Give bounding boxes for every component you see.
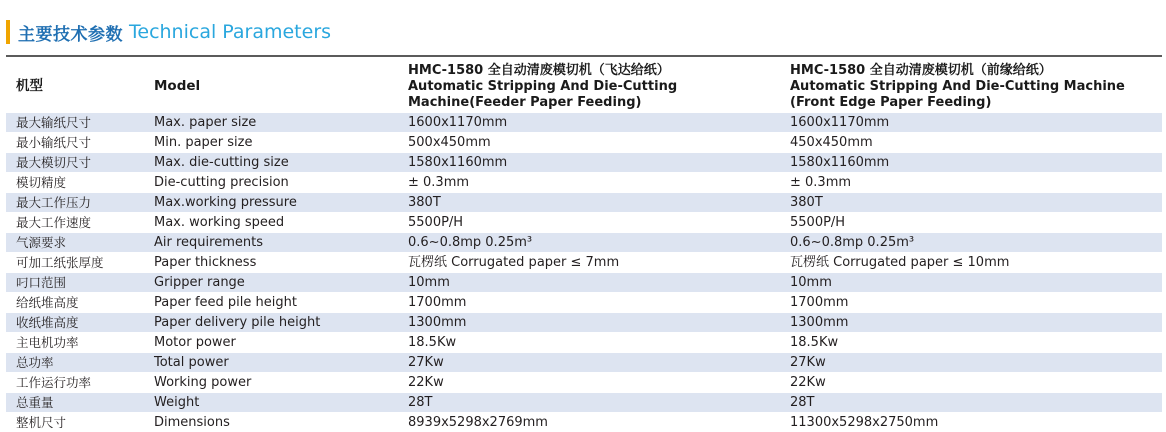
param-name-en: Max. working speed — [144, 213, 398, 233]
param-name-cn: 可加工纸张厚度 — [6, 253, 144, 273]
header-feeder-line-3: Machine(Feeder Paper Feeding) — [408, 95, 780, 111]
param-name-en: Motor power — [144, 333, 398, 353]
value-feeder: 10mm — [398, 273, 780, 293]
value-front-edge: 1700mm — [780, 293, 1162, 313]
param-name-cn: 主电机功率 — [6, 333, 144, 353]
value-feeder: 380T — [398, 193, 780, 213]
param-name-cn: 整机尺寸 — [6, 413, 144, 432]
header-front-edge-line-1: HMC-1580 全自动清废模切机（前缘给纸） — [790, 63, 1162, 79]
header-feeder-line-1: HMC-1580 全自动清废模切机（飞达给纸） — [408, 63, 780, 79]
table-row — [6, 133, 1162, 153]
param-name-en: Gripper range — [144, 273, 398, 293]
header-model: Model — [144, 61, 398, 113]
value-feeder: 0.6~0.8mp 0.25m³ — [398, 233, 780, 253]
header-front-edge-machine — [780, 61, 1162, 113]
param-name-cn: 最大模切尺寸 — [6, 153, 144, 173]
value-front-edge: 1600x1170mm — [780, 113, 1162, 133]
table-row — [6, 253, 1162, 273]
table-body — [6, 113, 1162, 432]
value-feeder: 22Kw — [398, 373, 780, 393]
param-name-en: Min. paper size — [144, 133, 398, 153]
param-name-en: Max. paper size — [144, 113, 398, 133]
param-name-en: Working power — [144, 373, 398, 393]
table-row — [6, 113, 1162, 133]
title-accent-bar — [6, 20, 10, 44]
table-row — [6, 233, 1162, 253]
table-header-row — [6, 61, 1162, 113]
param-name-cn: 最大输纸尺寸 — [6, 113, 144, 133]
table-row — [6, 353, 1162, 373]
value-feeder: 1700mm — [398, 293, 780, 313]
value-front-edge: ± 0.3mm — [780, 173, 1162, 193]
param-name-cn: 最大工作压力 — [6, 193, 144, 213]
param-name-cn: 最大工作速度 — [6, 213, 144, 233]
param-name-en: Die-cutting precision — [144, 173, 398, 193]
param-name-en: Paper delivery pile height — [144, 313, 398, 333]
value-front-edge: 27Kw — [780, 353, 1162, 373]
table-row — [6, 293, 1162, 313]
header-feeder-machine — [398, 61, 780, 113]
value-feeder: 1580x1160mm — [398, 153, 780, 173]
technical-parameters-table — [6, 61, 1162, 432]
param-name-cn: 气源要求 — [6, 233, 144, 253]
param-name-cn: 工作运行功率 — [6, 373, 144, 393]
table-row — [6, 333, 1162, 353]
value-front-edge: 18.5Kw — [780, 333, 1162, 353]
value-front-edge: 22Kw — [780, 373, 1162, 393]
header-machine-type: 机型 — [6, 61, 144, 113]
param-name-cn: 模切精度 — [6, 173, 144, 193]
value-front-edge: 0.6~0.8mp 0.25m³ — [780, 233, 1162, 253]
param-name-en: Air requirements — [144, 233, 398, 253]
table-row — [6, 193, 1162, 213]
value-feeder: ± 0.3mm — [398, 173, 780, 193]
value-feeder: 1600x1170mm — [398, 113, 780, 133]
table-row — [6, 313, 1162, 333]
param-name-cn: 总重量 — [6, 393, 144, 413]
param-name-en: Dimensions — [144, 413, 398, 432]
value-feeder: 27Kw — [398, 353, 780, 373]
section-title — [6, 20, 331, 44]
table-row — [6, 393, 1162, 413]
value-feeder: 500x450mm — [398, 133, 780, 153]
header-feeder-line-2: Automatic Stripping And Die-Cutting — [408, 79, 780, 95]
value-front-edge: 1580x1160mm — [780, 153, 1162, 173]
value-feeder: 瓦楞纸 Corrugated paper ≤ 7mm — [398, 253, 780, 273]
param-name-en: Total power — [144, 353, 398, 373]
param-name-en: Paper thickness — [144, 253, 398, 273]
param-name-en: Max. die-cutting size — [144, 153, 398, 173]
param-name-en: Paper feed pile height — [144, 293, 398, 313]
value-front-edge: 380T — [780, 193, 1162, 213]
param-name-cn: 给纸堆高度 — [6, 293, 144, 313]
header-front-edge-line-2: Automatic Stripping And Die-Cutting Machine — [790, 79, 1162, 95]
param-name-cn: 收纸堆高度 — [6, 313, 144, 333]
param-name-cn: 总功率 — [6, 353, 144, 373]
table-row — [6, 413, 1162, 432]
title-english: Technical Parameters — [129, 21, 331, 43]
table-row — [6, 173, 1162, 193]
value-front-edge: 10mm — [780, 273, 1162, 293]
value-front-edge: 450x450mm — [780, 133, 1162, 153]
value-front-edge: 28T — [780, 393, 1162, 413]
table-row — [6, 213, 1162, 233]
title-chinese: 主要技术参数 — [18, 20, 123, 45]
value-feeder: 1300mm — [398, 313, 780, 333]
param-name-en: Max.working pressure — [144, 193, 398, 213]
value-front-edge: 5500P/H — [780, 213, 1162, 233]
param-name-cn: 叼口范围 — [6, 273, 144, 293]
value-front-edge: 11300x5298x2750mm — [780, 413, 1162, 432]
value-front-edge: 瓦楞纸 Corrugated paper ≤ 10mm — [780, 253, 1162, 273]
value-feeder: 5500P/H — [398, 213, 780, 233]
value-feeder: 18.5Kw — [398, 333, 780, 353]
value-feeder: 28T — [398, 393, 780, 413]
param-name-cn: 最小输纸尺寸 — [6, 133, 144, 153]
table-row — [6, 373, 1162, 393]
param-name-en: Weight — [144, 393, 398, 413]
value-front-edge: 1300mm — [780, 313, 1162, 333]
header-divider — [6, 55, 1162, 57]
table-row — [6, 153, 1162, 173]
value-feeder: 8939x5298x2769mm — [398, 413, 780, 432]
table-row — [6, 273, 1162, 293]
header-front-edge-line-3: (Front Edge Paper Feeding) — [790, 95, 1162, 111]
